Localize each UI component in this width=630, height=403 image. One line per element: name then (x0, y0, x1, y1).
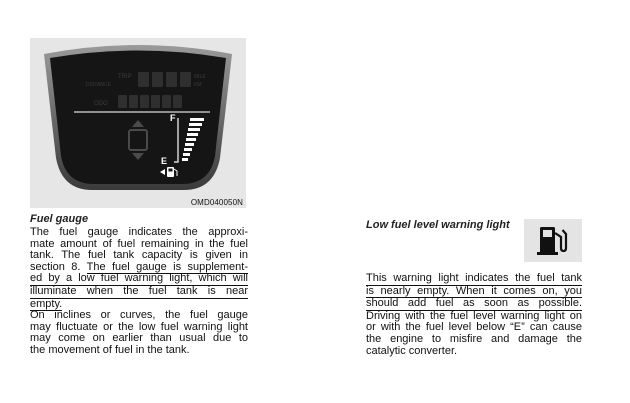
text-line: catalytic converter. (366, 344, 458, 357)
text-line: The fuel gauge indicates the approxi- (30, 226, 248, 238)
low-fuel-heading: Low fuel level warning light (366, 219, 510, 231)
empty-marker: E (161, 156, 168, 166)
fuel-gauge-heading: Fuel gauge (30, 213, 89, 225)
underlined-text: ed by a low fuel warning light, which will (30, 272, 248, 285)
distance-label: DISTANCE (86, 82, 111, 88)
odo-label: ODO (94, 101, 108, 107)
fuel-gauge-body (30, 227, 248, 357)
text-line: may come on earlier than usual due to (30, 332, 248, 345)
trip-label: TRIP (118, 74, 132, 80)
underlined-text: is nearly empty. When it comes on, you (366, 284, 582, 297)
full-marker: F (170, 113, 176, 123)
figure-code: OMD040050N (190, 198, 243, 207)
instrument-cluster-illustration (34, 40, 242, 190)
underlined-text: The fuel gauge is supplement- (86, 260, 248, 273)
text-line: tank. The fuel tank capacity is given in (30, 249, 248, 262)
fuel-pump-icon (524, 219, 582, 262)
km-label: KM (194, 82, 202, 88)
text-line: mate amount of fuel remaining in the fuel (30, 237, 248, 250)
text-line: On inclines or curves, the fuel gauge (30, 309, 248, 322)
text-line: the engine to misfire and damage the (366, 332, 582, 345)
underlined-text: This warning light indicates the fuel tank (366, 272, 582, 284)
underlined-text: empty. (30, 297, 63, 310)
text-line: may fluctuate or the low fuel warning light (30, 320, 248, 333)
text-line: or with the fuel level below “E” can cause (366, 321, 582, 334)
mile-label: MILE (194, 74, 206, 80)
low-fuel-icon-box (524, 219, 582, 262)
fuel-gauge-figure (30, 38, 246, 208)
underlined-text: should add fuel as soon as possible. (366, 297, 582, 310)
underlined-text: illuminate when the fuel tank is near (30, 284, 248, 297)
text-line: Driving with the fuel level warning light on (366, 309, 582, 322)
low-fuel-body (366, 273, 582, 357)
text-line: the movement of fuel in the tank. (30, 343, 190, 356)
text-line: section 8. (30, 260, 87, 273)
